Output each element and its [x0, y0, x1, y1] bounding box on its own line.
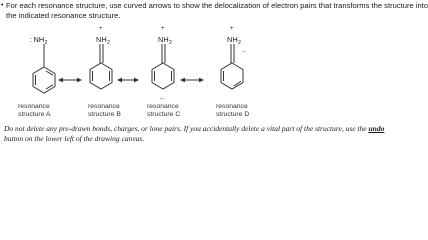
instructions-note: [4, 124, 385, 143]
structure-a[interactable]: [30, 35, 55, 93]
structure-b-amine-subscript: 2: [107, 40, 110, 46]
structure-c-label-line-1: resonance: [147, 103, 179, 110]
structure-b-label: [88, 103, 121, 119]
structure-a-label-line-2: structure A: [18, 111, 51, 118]
structure-a-lone-pair: :: [30, 35, 33, 44]
undo-link[interactable]: undo: [368, 124, 385, 133]
instructions-part-2: button on the lower left of the drawing canvas.: [4, 133, 145, 143]
structure-d-charge: +: [230, 26, 234, 32]
structure-d-ring-lone-pair: ..: [242, 45, 247, 54]
question-line-2: the indicated resonance structure.: [6, 10, 121, 20]
structure-c-ring: [152, 63, 174, 89]
structure-b-amine-group: NH: [96, 35, 107, 44]
structure-b-label-line-2: structure B: [88, 111, 121, 118]
structure-b-charge: +: [99, 26, 103, 32]
question-bullet: •: [1, 2, 4, 9]
structure-a-label: [18, 103, 51, 119]
structure-d-label: [216, 103, 249, 119]
structure-d-label-line-2: structure D: [216, 111, 250, 118]
instructions-line-1: [4, 124, 385, 134]
structure-a-ring: [33, 67, 55, 93]
structure-b-ring: [90, 63, 112, 89]
structure-c-ring-lone-pair: ..: [159, 92, 164, 101]
structure-d-label-line-1: resonance: [216, 103, 248, 110]
structure-c[interactable]: [152, 26, 174, 101]
resonance-arrow-c-d: [180, 78, 204, 83]
structure-a-amine-subscript: 2: [44, 40, 48, 46]
resonance-arrow-a-b: [58, 78, 82, 83]
question-line-1: For each resonance structure, use curved arrows to show the delocalization of electron pairs that transforms the structure into: [6, 1, 428, 10]
structure-b-label-line-1: resonance: [88, 103, 120, 110]
structure-b[interactable]: [90, 26, 112, 89]
structure-d-amine-group: NH: [227, 35, 238, 44]
resonance-arrow-b-c: [117, 78, 139, 83]
structure-c-amine-group: NH: [158, 35, 169, 44]
structure-d[interactable]: [221, 26, 246, 89]
structure-d-amine-subscript: 2: [238, 40, 241, 46]
instructions-part-1: Do not delete any pre-drawn bonds, charges, or lone pairs. If you accidentally delete a vital part of the structure, use the: [4, 124, 369, 133]
structure-d-ring: [221, 63, 243, 89]
structure-a-label-line-1: resonance: [18, 103, 50, 110]
structure-c-charge: +: [161, 26, 165, 32]
structure-a-amine-group: NH: [33, 35, 45, 44]
structure-c-label-line-2: structure C: [147, 111, 181, 118]
structure-c-amine-subscript: 2: [169, 40, 172, 46]
structure-c-label: [147, 103, 180, 119]
